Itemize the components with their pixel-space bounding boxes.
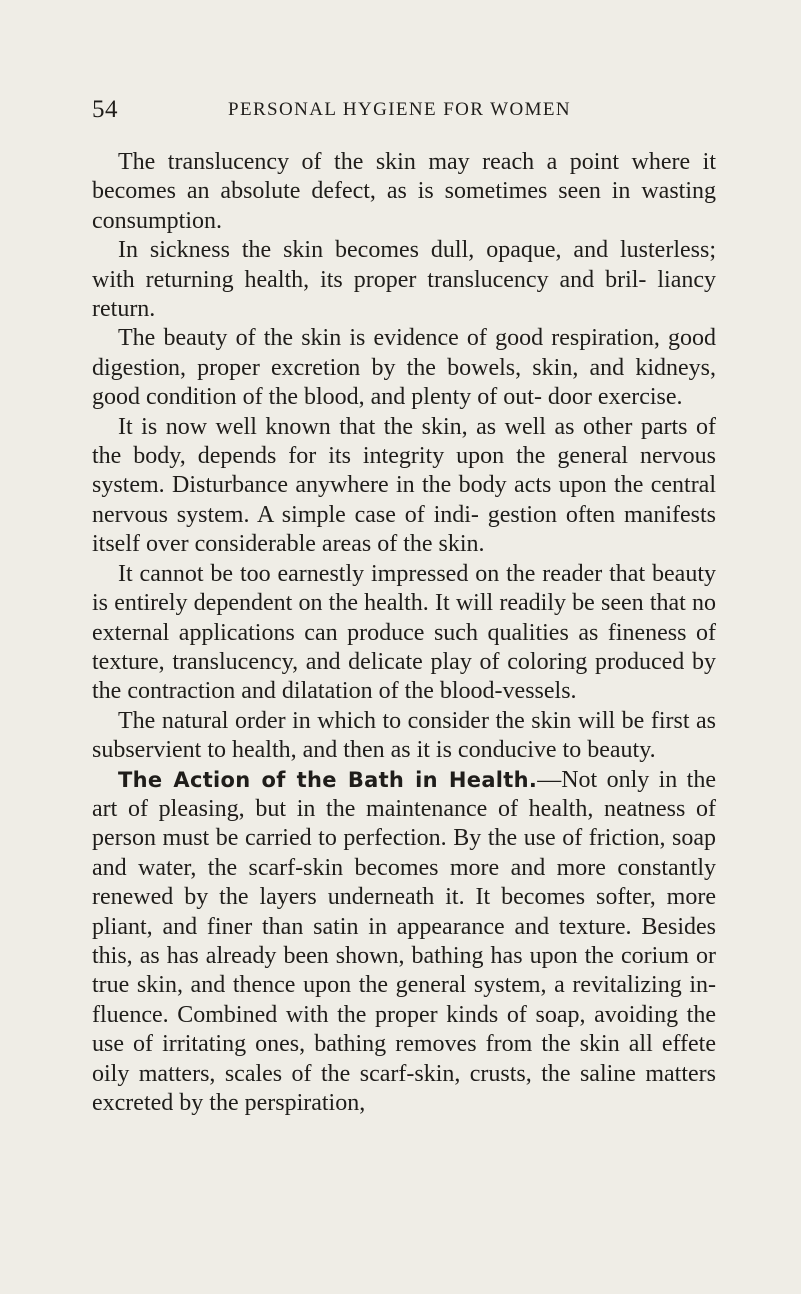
paragraph-text: It cannot be too earnestly impressed on the reader that beauty is entirely dependent on the health. It will readily be seen that no external applications can produce such qualities as fineness of texture, translucency, and delicate play of coloring produced by the contraction and dilatation of the blood-vessels. [92, 560, 716, 705]
paragraph-text: The natural order in which to consider the skin will be first as subservient to health, and then as it is conducive to beauty. [92, 707, 716, 764]
paragraph [92, 707, 716, 766]
page-header [92, 96, 712, 128]
paragraph [92, 560, 716, 707]
page-number: 54 [92, 96, 118, 123]
paragraph-text: It is now well known that the skin, as well as other parts of the body, depends for its integrity upon the general nervous system. Disturbance anywhere in the body acts upon the central nervous system. A simple case of indi- gestion often manifests itself over considerable areas of the skin. [92, 413, 716, 558]
paragraph-text: In sickness the skin becomes dull, opaque, and lusterless; with returning health, its proper translucency and bril- liancy return. [92, 237, 716, 323]
paragraph [92, 413, 716, 560]
paragraph-text: —Not only in the art of pleasing, but in the maintenance of health, neatness of person must be carried to perfection. By the use of friction, soap and water, the scarf-skin becomes more and more constantly renewed by the layers underneath it. It becomes softer, more pliant, and finer than satin in appearance and texture. Besides this, as has already been shown, bathing has upon the corium or true skin, and thence upon the general system, a revitalizing in- fluence. Combined with the proper kinds of soap, avoiding the use of irritating ones, bathing removes from the skin all effete oily matters, scales of the scarf-skin, crusts, the saline matters excreted by the perspiration, [92, 766, 717, 1116]
body-text [92, 148, 716, 1118]
paragraph [92, 148, 716, 236]
paragraph-text: The beauty of the skin is evidence of good respiration, good digestion, proper excretion by the bowels, skin, and kidneys, good condition of the blood, and plenty of out- door exercise. [92, 325, 716, 411]
running-title: PERSONAL HYGIENE FOR WOMEN [228, 99, 572, 120]
paragraph [92, 236, 716, 324]
paragraph [92, 766, 716, 1119]
paragraph-text: The translucency of the skin may reach a point where it becomes an absolute defect, as is sometimes seen in wasting consumption. [92, 149, 716, 234]
section-heading: The Action of the Bath in Health. [118, 767, 538, 792]
paragraph [92, 324, 716, 412]
